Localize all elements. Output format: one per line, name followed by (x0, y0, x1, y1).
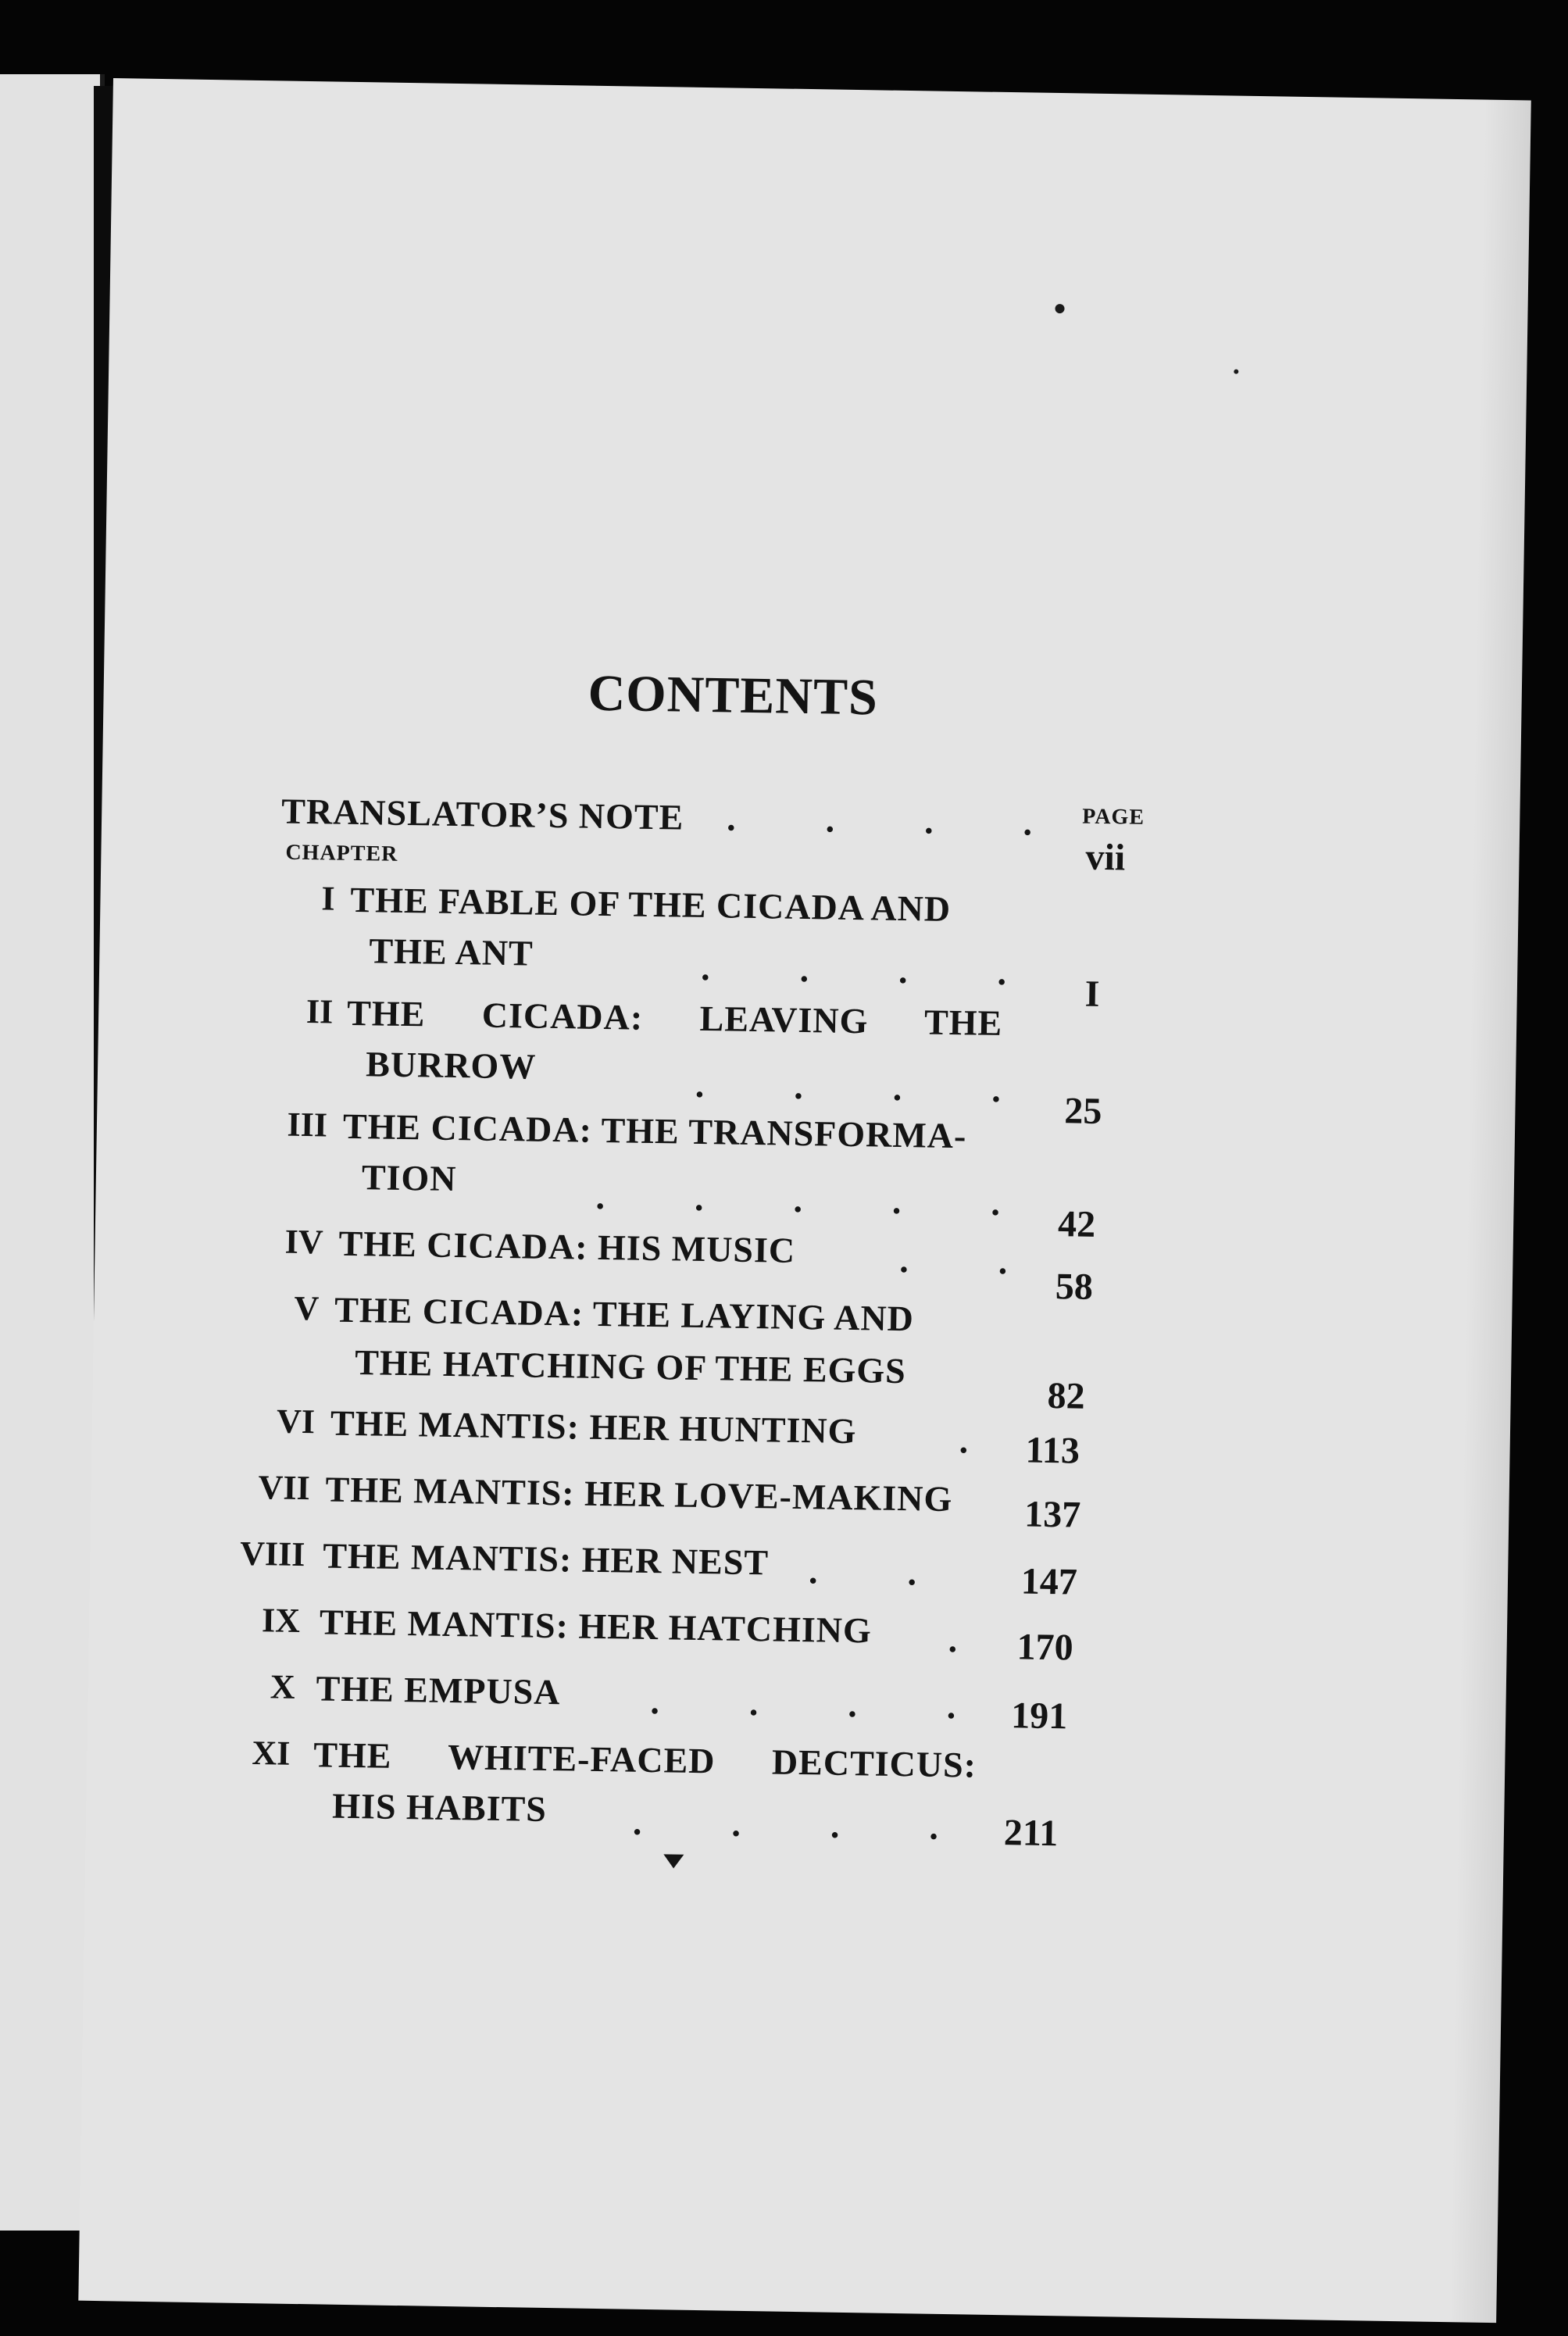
chapter-title-line: THE EMPUSA (316, 1668, 561, 1713)
chapter-numeral: I (321, 879, 335, 918)
folio-mark (663, 1854, 684, 1868)
chapter-numeral: II (305, 992, 334, 1031)
chapter-page-number: 58 (1055, 1266, 1094, 1308)
chapter-title-line: THE CICADA: LEAVING THE (346, 992, 1003, 1044)
chapter-numeral: X (270, 1667, 296, 1706)
chapter-page-number: 42 (1057, 1203, 1096, 1245)
chapter-title-line: THE WHITE-FACED DECTICUS: (313, 1734, 977, 1785)
ink-speck (1055, 304, 1064, 313)
chapter-title-line: THE MANTIS: HER HATCHING (319, 1602, 873, 1651)
chapter-page-number: 211 (1003, 1812, 1059, 1855)
chapter-title-line: THE CICADA: THE TRANSFORMA- (342, 1105, 967, 1156)
chapter-title-line: THE CICADA: HIS MUSIC (338, 1223, 796, 1270)
dot-leader: . . (898, 1239, 1008, 1282)
chapter-numeral: VIII (239, 1534, 305, 1574)
chapter-numeral: V (294, 1288, 320, 1328)
front-matter-title: TRANSLATOR’S NOTE (280, 791, 684, 838)
chapter-page-number: 147 (1020, 1560, 1078, 1603)
chapter-numeral: III (287, 1105, 328, 1145)
chapter-title-line: THE MANTIS: HER LOVE-MAKING (325, 1469, 953, 1520)
chapter-numeral: IV (284, 1222, 324, 1262)
page-shadow (1449, 100, 1531, 2323)
dot-leader: . . . . (632, 1802, 939, 1847)
chapter-page-number: 137 (1023, 1493, 1081, 1536)
dot-leader: . (948, 1620, 958, 1660)
chapter-page-number: I (1084, 973, 1100, 1015)
ink-speck (1234, 370, 1238, 374)
chapter-numeral: IX (261, 1601, 301, 1640)
chapter-numeral: VII (258, 1468, 311, 1508)
chapter-title-line: HIS HABITS (331, 1785, 548, 1829)
chapter-title-line: THE MANTIS: HER HUNTING (330, 1402, 857, 1452)
dot-leader: . . . . . (595, 1176, 1001, 1223)
chapter-title-line: THE ANT (369, 930, 534, 973)
chapter-column-label: CHAPTER (285, 840, 398, 866)
chapter-title-line: THE CICADA: THE LAYING AND (334, 1289, 915, 1339)
chapter-page-number: 25 (1063, 1090, 1102, 1133)
chapter-numeral: VI (276, 1402, 316, 1441)
chapter-title-line: THE HATCHING OF THE EGGS (354, 1342, 907, 1391)
chapter-page-number: 191 (1010, 1695, 1068, 1738)
chapter-title-line: TION (361, 1157, 457, 1199)
dot-leader: . . (808, 1551, 917, 1593)
page-column-label: PAGE (1082, 804, 1145, 830)
front-matter-page-number: vii (1085, 836, 1126, 879)
chapter-numeral: XI (252, 1734, 291, 1773)
chapter-title-line: THE MANTIS: HER NEST (322, 1535, 770, 1583)
chapter-page-number: 82 (1047, 1374, 1086, 1417)
chapter-page-number: 113 (1025, 1429, 1080, 1472)
dot-leader: . . . . (650, 1681, 956, 1727)
dot-leader: . . . . (695, 1064, 1002, 1109)
chapter-title-line: BURROW (365, 1044, 537, 1087)
dot-leader: . . . . (726, 798, 1033, 843)
contents-heading: CONTENTS (588, 664, 879, 727)
dot-leader: . . . . (700, 947, 1007, 993)
contents-page (78, 78, 1530, 2323)
dot-leader: . (959, 1420, 969, 1461)
chapter-title-line: THE FABLE OF THE CICADA AND (350, 879, 952, 929)
chapter-page-number: 170 (1016, 1626, 1074, 1669)
